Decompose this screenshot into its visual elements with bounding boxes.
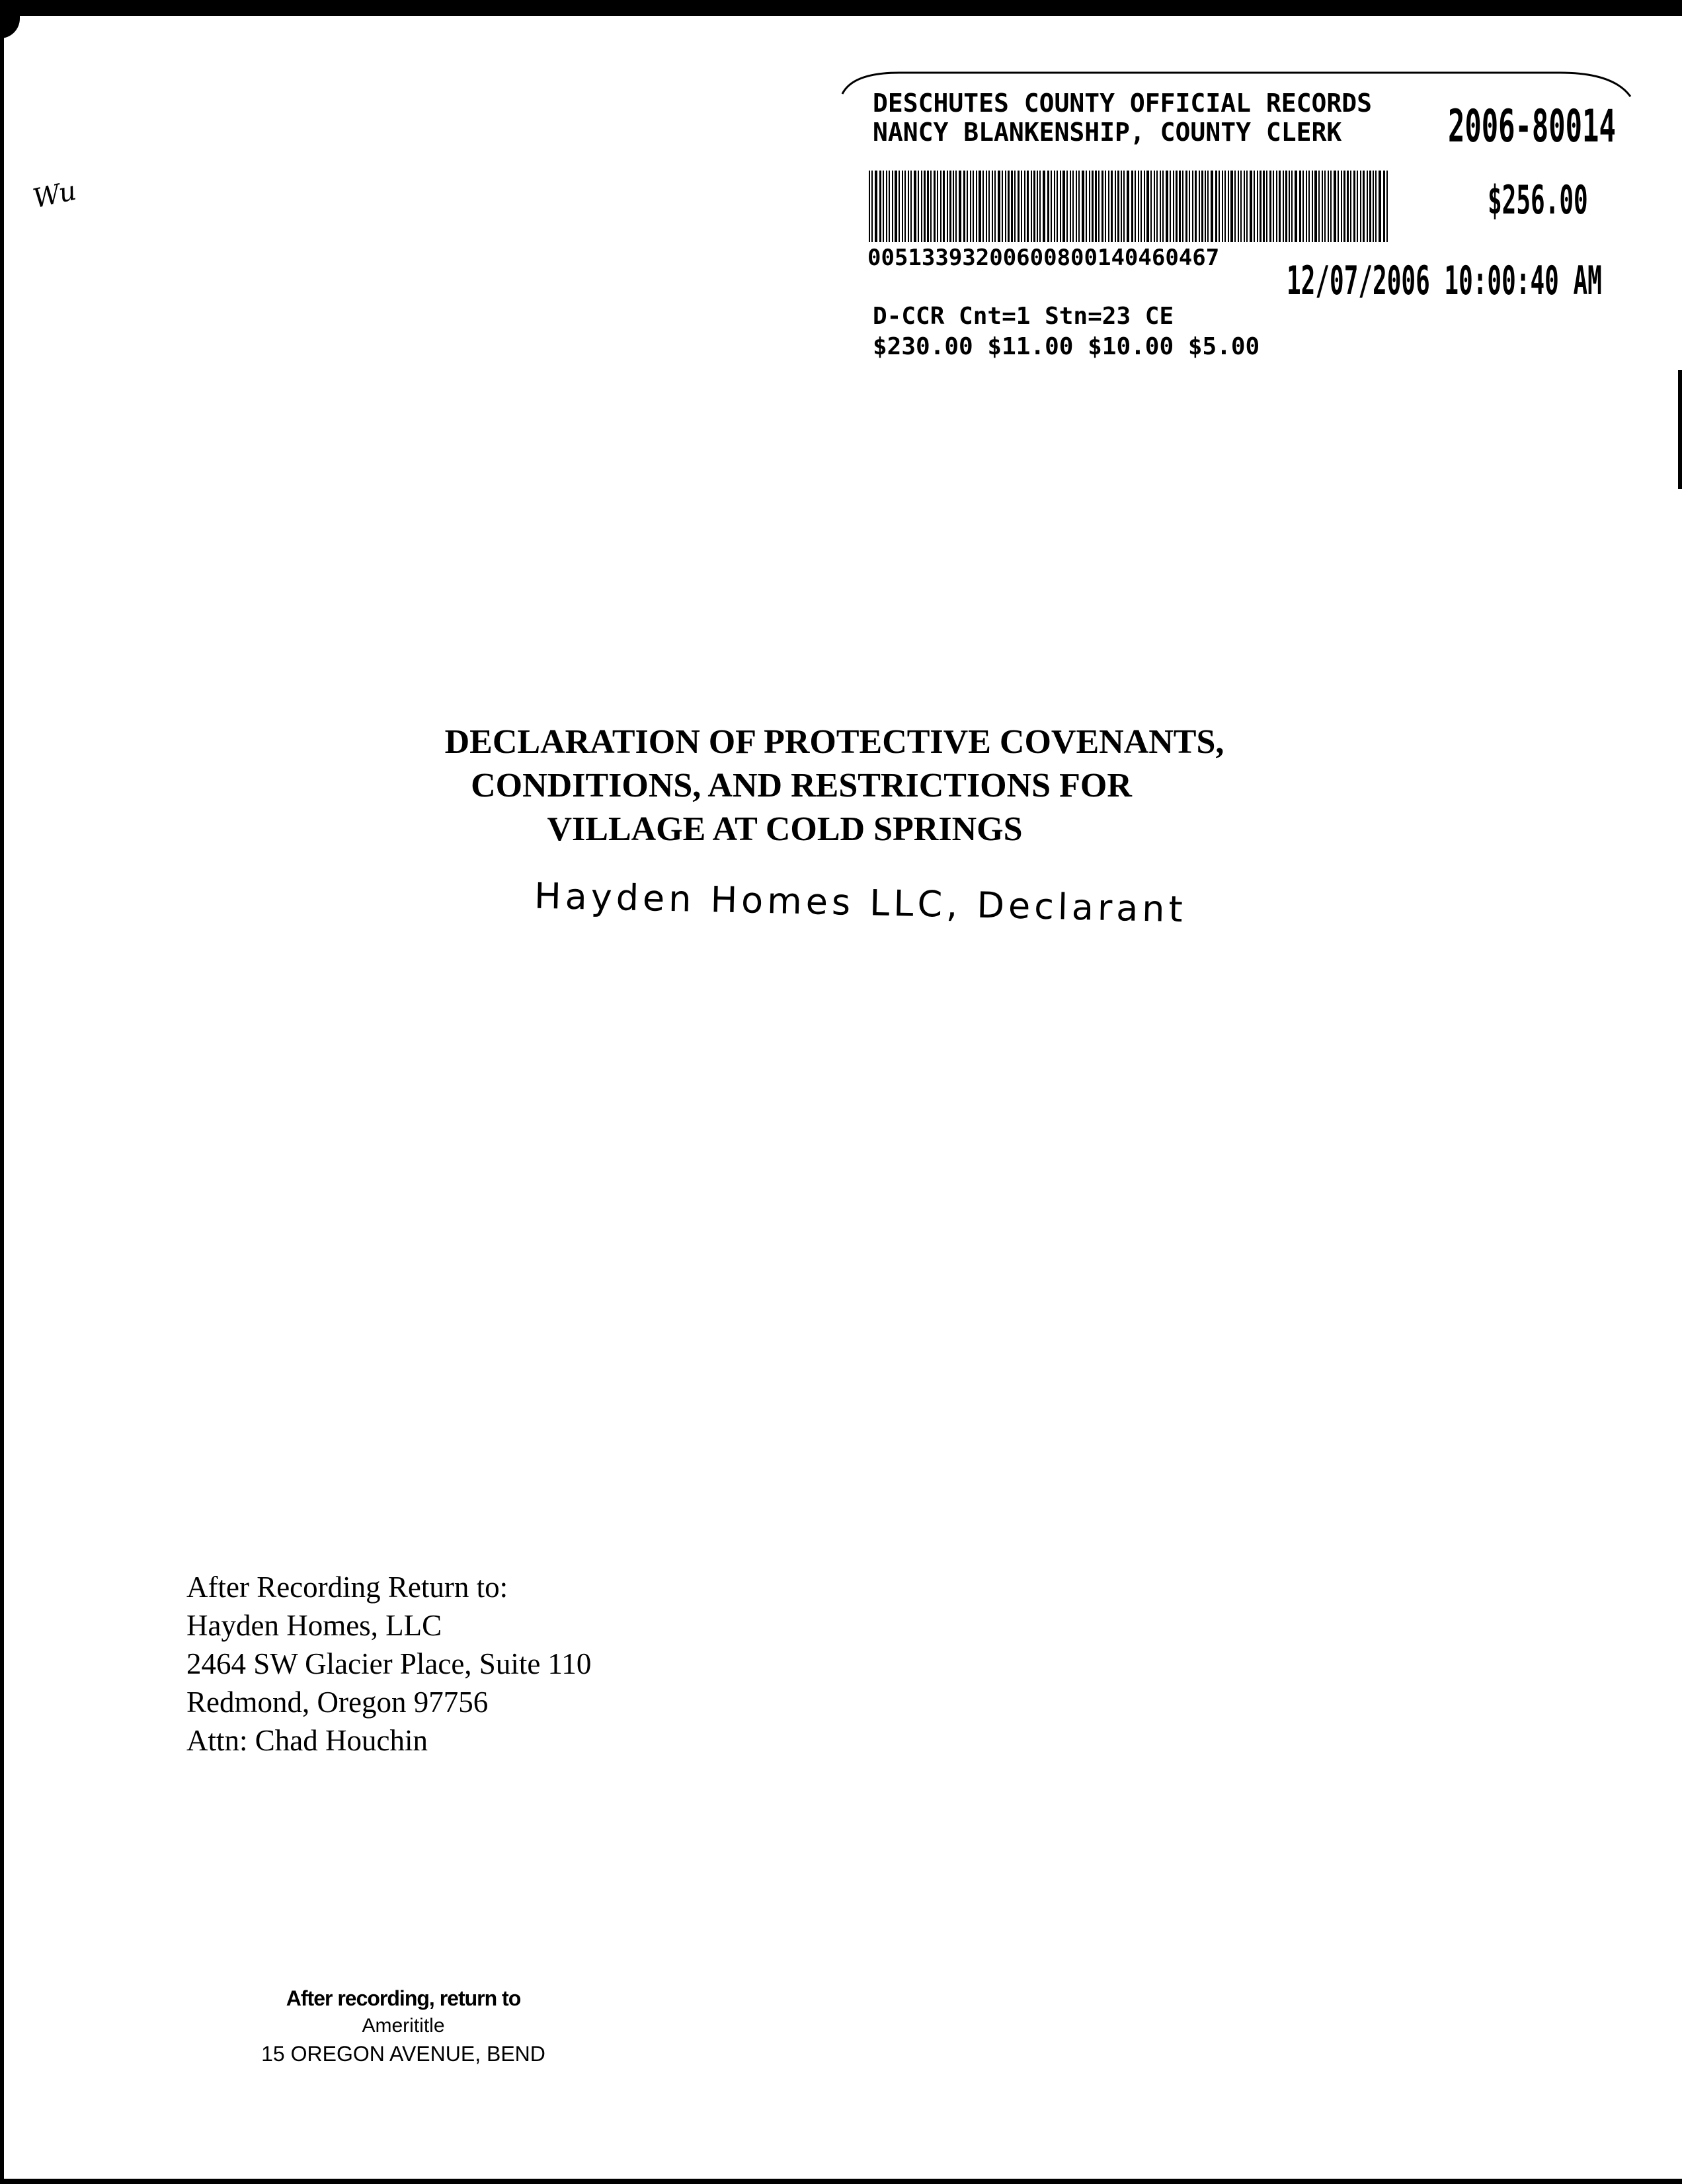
- barcode-bar: [949, 171, 951, 242]
- barcode-bar: [1299, 171, 1301, 242]
- barcode-bar: [1033, 171, 1035, 242]
- stamp-total-fee: $256.00: [1488, 177, 1588, 223]
- barcode-bar: [934, 171, 936, 242]
- barcode-bar: [1039, 171, 1041, 242]
- barcode-bar: [1121, 171, 1122, 242]
- barcode-bar: [1318, 171, 1320, 242]
- barcode-bar: [1078, 171, 1080, 242]
- title-stamp-line-3: 15 OREGON AVENUE, BEND: [261, 2042, 545, 2066]
- barcode-bar: [1072, 171, 1074, 242]
- barcode-bar: [1302, 171, 1304, 242]
- barcode-bar: [1031, 171, 1032, 242]
- barcode-bar: [921, 171, 922, 242]
- barcode-bar: [1021, 171, 1022, 242]
- barcode-bar: [1383, 171, 1385, 242]
- barcode-bar: [1312, 171, 1313, 242]
- barcode-bar: [1092, 171, 1094, 242]
- barcode-bar: [924, 171, 926, 242]
- barcode-bar: [1018, 171, 1020, 242]
- barcode-bar: [953, 171, 954, 242]
- barcode-bar: [1150, 171, 1152, 242]
- barcode-bar: [1289, 171, 1290, 242]
- barcode-bar: [1291, 171, 1293, 242]
- barcode-bar: [1254, 171, 1255, 242]
- barcode-bar: [1276, 171, 1277, 242]
- barcode-bar: [1353, 171, 1355, 242]
- barcode-bar: [1306, 171, 1307, 242]
- barcode-bar: [1192, 171, 1193, 242]
- barcode-bar: [1117, 171, 1119, 242]
- barcode-bar: [895, 171, 897, 242]
- barcode-bar: [1141, 171, 1142, 242]
- barcode-bar: [1357, 171, 1358, 242]
- title-line-2: CONDITIONS, AND RESTRICTIONS FOR: [471, 767, 1132, 804]
- stamp-record-number: 2006-80014: [1448, 100, 1616, 153]
- barcode-bar: [940, 171, 941, 242]
- barcode-bar: [1375, 171, 1377, 242]
- barcode-bar: [1386, 171, 1388, 242]
- barcode-bar: [1219, 171, 1220, 242]
- barcode-bar: [886, 171, 887, 242]
- barcode-bar: [1283, 171, 1284, 242]
- barcode-bar: [1170, 171, 1171, 242]
- barcode-bar: [1244, 171, 1245, 242]
- barcode-bar: [1086, 171, 1087, 242]
- barcode-bar: [1211, 171, 1213, 242]
- barcode-bar: [1215, 171, 1217, 242]
- barcode-bar: [1347, 171, 1349, 242]
- barcode-bar: [979, 171, 981, 242]
- document-title: [0, 721, 1682, 851]
- barcode-bar: [1051, 171, 1052, 242]
- barcode-bar: [879, 171, 881, 242]
- barcode-bar: [1105, 171, 1106, 242]
- barcode-bar: [1005, 171, 1006, 242]
- barcode-bar: [973, 171, 974, 242]
- barcode-bar: [1066, 171, 1068, 242]
- barcode-bar: [1156, 171, 1158, 242]
- barcode-bar: [1343, 171, 1345, 242]
- barcode-bar: [1308, 171, 1310, 242]
- barcode-bar: [910, 171, 912, 242]
- barcode-bar: [1240, 171, 1242, 242]
- scan-right-edge: [1678, 370, 1682, 489]
- barcode-bar: [1230, 171, 1233, 242]
- return-attn: Attn: Chad Houchin: [186, 1724, 428, 1757]
- return-address: 2464 SW Glacier Place, Suite 110: [186, 1647, 592, 1680]
- barcode-bar: [1263, 171, 1265, 242]
- barcode-bar: [918, 171, 919, 242]
- return-city-state-zip: Redmond, Oregon 97756: [186, 1686, 489, 1719]
- barcode-bar: [1373, 171, 1374, 242]
- barcode-bar: [1334, 171, 1336, 242]
- barcode-bar: [1238, 171, 1239, 242]
- barcode-bar: [1166, 171, 1168, 242]
- barcode-bar: [1123, 171, 1125, 242]
- barcode-bar: [963, 171, 965, 242]
- stamp-clerk: NANCY BLANKENSHIP, COUNTY CLERK: [873, 118, 1342, 147]
- barcode-bar: [1273, 171, 1274, 242]
- stamp-code-line: D-CCR Cnt=1 Stn=23 CE: [873, 303, 1174, 330]
- barcode-bar: [947, 171, 948, 242]
- barcode-bar: [1260, 171, 1262, 242]
- barcode-bar: [1011, 171, 1013, 242]
- scan-top-edge: [0, 0, 1682, 16]
- barcode-bar: [892, 171, 893, 242]
- barcode-bar: [871, 171, 873, 242]
- barcode-bar: [1176, 171, 1178, 242]
- barcode-bar: [914, 171, 916, 242]
- barcode-bar: [1179, 171, 1181, 242]
- return-heading: After Recording Return to:: [186, 1571, 508, 1604]
- barcode-bar: [1108, 171, 1109, 242]
- barcode-bar: [959, 171, 961, 242]
- barcode-bar: [982, 171, 984, 242]
- barcode-bar: [1246, 171, 1248, 242]
- title-stamp-line-1: After recording, return to: [286, 1986, 521, 2010]
- title-line-1: DECLARATION OF PROTECTIVE COVENANTS,: [444, 723, 1224, 761]
- barcode-bar: [1199, 171, 1200, 242]
- barcode-bar: [1024, 171, 1025, 242]
- barcode-bar: [1027, 171, 1029, 242]
- scan-left-edge: [0, 16, 4, 2184]
- barcode-bar: [1037, 171, 1038, 242]
- stamp-barcode-number: 00513393200600800140460467: [867, 245, 1220, 271]
- barcode-bar: [1162, 171, 1164, 242]
- handwritten-initials: Wu: [30, 175, 79, 215]
- stamp-date-time: 12/07/2006 10:00:40 AM: [1287, 258, 1602, 304]
- barcode-bar: [899, 171, 900, 242]
- barcode-bar: [1234, 171, 1236, 242]
- barcode-bar: [1195, 171, 1197, 242]
- barcode-bar: [1369, 171, 1371, 242]
- barcode-bar: [1146, 171, 1149, 242]
- barcode-bar: [988, 171, 990, 242]
- barcode-bar: [1279, 171, 1281, 242]
- barcode-bar: [1257, 171, 1258, 242]
- barcode-bar: [1367, 171, 1368, 242]
- barcode-bar: [1060, 171, 1061, 242]
- barcode-bar: [1002, 171, 1003, 242]
- handwritten-declarant: Hayden Homes LLC, Declarant: [534, 875, 1187, 931]
- barcode-bar: [930, 171, 932, 242]
- barcode-bar: [1363, 171, 1365, 242]
- barcode-bar: [1207, 171, 1209, 242]
- barcode-bar: [976, 171, 977, 242]
- barcode-bar: [1201, 171, 1203, 242]
- barcode-bar: [967, 171, 968, 242]
- barcode-bar: [1266, 171, 1267, 242]
- barcode-bar: [1189, 171, 1190, 242]
- barcode-bar: [1127, 171, 1129, 242]
- barcode-bar: [1008, 171, 1010, 242]
- barcode-bar: [1322, 171, 1323, 242]
- barcode-bar: [1182, 171, 1183, 242]
- recording-stamp: [840, 71, 1633, 375]
- barcode-bar: [875, 171, 877, 242]
- barcode-bar: [1043, 171, 1045, 242]
- barcode-bar: [1350, 171, 1351, 242]
- barcode-bar: [1047, 171, 1049, 242]
- barcode-bar: [994, 171, 996, 242]
- barcode: [869, 171, 1391, 242]
- barcode-bar: [1269, 171, 1271, 242]
- barcode-bar: [1173, 171, 1174, 242]
- barcode-bar: [1295, 171, 1297, 242]
- barcode-bar: [937, 171, 938, 242]
- barcode-bar: [1328, 171, 1329, 242]
- barcode-bar: [1224, 171, 1226, 242]
- barcode-bar: [1185, 171, 1187, 242]
- barcode-bar: [1360, 171, 1361, 242]
- barcode-bar: [1101, 171, 1103, 242]
- barcode-bar: [1330, 171, 1332, 242]
- barcode-bar: [1089, 171, 1090, 242]
- barcode-bar: [992, 171, 993, 242]
- stamp-office: DESCHUTES COUNTY OFFICIAL RECORDS: [873, 89, 1372, 118]
- barcode-bar: [889, 171, 890, 242]
- barcode-bar: [1111, 171, 1113, 242]
- title-company-stamp: [231, 1984, 575, 2068]
- title-stamp-line-2: Amerititle: [362, 2015, 445, 2037]
- barcode-bar: [904, 171, 906, 242]
- barcode-bar: [1082, 171, 1084, 242]
- barcode-bar: [1154, 171, 1155, 242]
- barcode-bar: [1062, 171, 1065, 242]
- barcode-bar: [1131, 171, 1133, 242]
- barcode-bar: [955, 171, 957, 242]
- barcode-bar: [1338, 171, 1339, 242]
- barcode-bar: [1135, 171, 1136, 242]
- return-address-block: [186, 1568, 591, 1760]
- barcode-bar: [1222, 171, 1223, 242]
- barcode-bar: [1160, 171, 1161, 242]
- barcode-bar: [902, 171, 903, 242]
- barcode-bar: [1095, 171, 1097, 242]
- return-company: Hayden Homes, LLC: [186, 1609, 442, 1642]
- barcode-bar: [1324, 171, 1326, 242]
- stamp-fees-line: $230.00 $11.00 $10.00 $5.00: [873, 333, 1260, 360]
- title-line-3: VILLAGE AT COLD SPRINGS: [547, 810, 1023, 848]
- barcode-bar: [1014, 171, 1016, 242]
- barcode-bar: [1098, 171, 1100, 242]
- barcode-bar: [1205, 171, 1206, 242]
- barcode-bar: [869, 171, 870, 242]
- barcode-bar: [927, 171, 929, 242]
- barcode-bar: [908, 171, 909, 242]
- barcode-bar: [1285, 171, 1287, 242]
- barcode-bar: [986, 171, 987, 242]
- barcode-bar: [970, 171, 971, 242]
- barcode-bar: [1057, 171, 1058, 242]
- barcode-bar: [1250, 171, 1252, 242]
- barcode-bar: [1115, 171, 1116, 242]
- barcode-bar: [1228, 171, 1229, 242]
- barcode-bar: [1379, 171, 1381, 242]
- barcode-bar: [1144, 171, 1145, 242]
- barcode-bar: [1054, 171, 1055, 242]
- barcode-bar: [1341, 171, 1342, 242]
- barcode-bar: [943, 171, 945, 242]
- barcode-bar: [1070, 171, 1071, 242]
- barcode-bar: [1314, 171, 1317, 242]
- scan-bottom-edge: [0, 2179, 1682, 2184]
- barcode-bar: [998, 171, 1000, 242]
- barcode-bar: [883, 171, 884, 242]
- barcode-bar: [1138, 171, 1139, 242]
- barcode-bar: [1076, 171, 1077, 242]
